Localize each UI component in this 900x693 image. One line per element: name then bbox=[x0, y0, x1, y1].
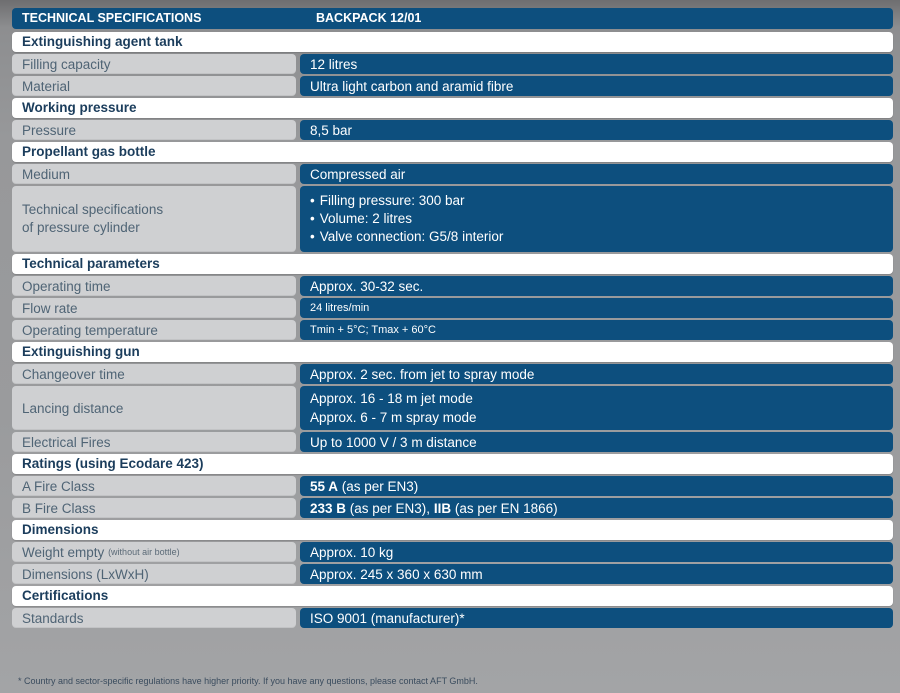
section-gas-bottle: Propellant gas bottle bbox=[12, 142, 893, 162]
section-gun: Extinguishing gun bbox=[12, 342, 893, 362]
row-value: Approx. 10 kg bbox=[300, 542, 893, 562]
rating-bold: IIB bbox=[433, 500, 452, 516]
row-value: Ultra light carbon and aramid fibre bbox=[300, 76, 893, 96]
label-text: Weight empty bbox=[22, 544, 105, 560]
header-product: BACKPACK 12/01 bbox=[316, 11, 422, 25]
footnote: * Country and sector-specific regulations have higher priority. If you have any questions, please contact AFT GmbH. bbox=[18, 676, 478, 686]
row-value: Approx. 30-32 sec. bbox=[300, 276, 893, 296]
value-line: Approx. 16 - 18 m jet mode bbox=[310, 391, 473, 406]
rating-bold: 233 B bbox=[310, 500, 347, 516]
row-value: Approx. 245 x 360 x 630 mm bbox=[300, 564, 893, 584]
row-value: Tmin + 5°C; Tmax + 60°C bbox=[300, 320, 893, 340]
section-certifications: Certifications bbox=[12, 586, 893, 606]
label-line: Technical specifications bbox=[22, 202, 164, 217]
rating-text: (as per EN 1866) bbox=[451, 500, 558, 516]
list-item: • Filling pressure: 300 bar bbox=[310, 192, 503, 210]
row-value bbox=[300, 386, 893, 430]
row-label: Operating temperature bbox=[12, 320, 296, 340]
row-label: Dimensions (LxWxH) bbox=[12, 564, 296, 584]
value-line: Approx. 6 - 7 m spray mode bbox=[310, 410, 477, 425]
rating-bold: 55 A bbox=[310, 478, 339, 494]
section-working-pressure: Working pressure bbox=[12, 98, 893, 118]
label-line: of pressure cylinder bbox=[22, 220, 140, 235]
section-dimensions: Dimensions bbox=[12, 520, 893, 540]
row-label: Flow rate bbox=[12, 298, 296, 318]
row-value: Approx. 2 sec. from jet to spray mode bbox=[300, 364, 893, 384]
row-label: A Fire Class bbox=[12, 476, 296, 496]
row-label: B Fire Class bbox=[12, 498, 296, 518]
cylinder-spec-list bbox=[310, 192, 503, 246]
row-label: Pressure bbox=[12, 120, 296, 140]
spec-sheet bbox=[12, 8, 893, 630]
list-item: • Valve connection: G5/8 interior bbox=[310, 228, 503, 246]
list-item: • Volume: 2 litres bbox=[310, 210, 503, 228]
row-value bbox=[300, 476, 893, 496]
row-label: Material bbox=[12, 76, 296, 96]
row-value: Compressed air bbox=[300, 164, 893, 184]
row-label bbox=[12, 186, 296, 252]
section-parameters: Technical parameters bbox=[12, 254, 893, 274]
row-label: Filling capacity bbox=[12, 54, 296, 74]
row-value: 8,5 bar bbox=[300, 120, 893, 140]
header-title: TECHNICAL SPECIFICATIONS bbox=[22, 11, 202, 25]
row-label bbox=[12, 542, 296, 562]
section-tank: Extinguishing agent tank bbox=[12, 32, 893, 52]
row-label: Medium bbox=[12, 164, 296, 184]
row-value bbox=[300, 186, 893, 252]
section-ratings: Ratings (using Ecodare 423) bbox=[12, 454, 893, 474]
rating-text: (as per EN3), bbox=[346, 500, 434, 516]
row-value: 24 litres/min bbox=[300, 298, 893, 318]
row-label: Electrical Fires bbox=[12, 432, 296, 452]
row-label: Standards bbox=[12, 608, 296, 628]
label-note: (without air bottle) bbox=[108, 547, 180, 557]
row-label: Lancing distance bbox=[12, 386, 296, 430]
row-value: 12 litres bbox=[300, 54, 893, 74]
row-value: ISO 9001 (manufacturer)* bbox=[300, 608, 893, 628]
row-value: Up to 1000 V / 3 m distance bbox=[300, 432, 893, 452]
row-label: Operating time bbox=[12, 276, 296, 296]
row-label: Changeover time bbox=[12, 364, 296, 384]
row-value bbox=[300, 498, 893, 518]
rating-text: (as per EN3) bbox=[338, 478, 419, 494]
table-header bbox=[12, 8, 893, 29]
